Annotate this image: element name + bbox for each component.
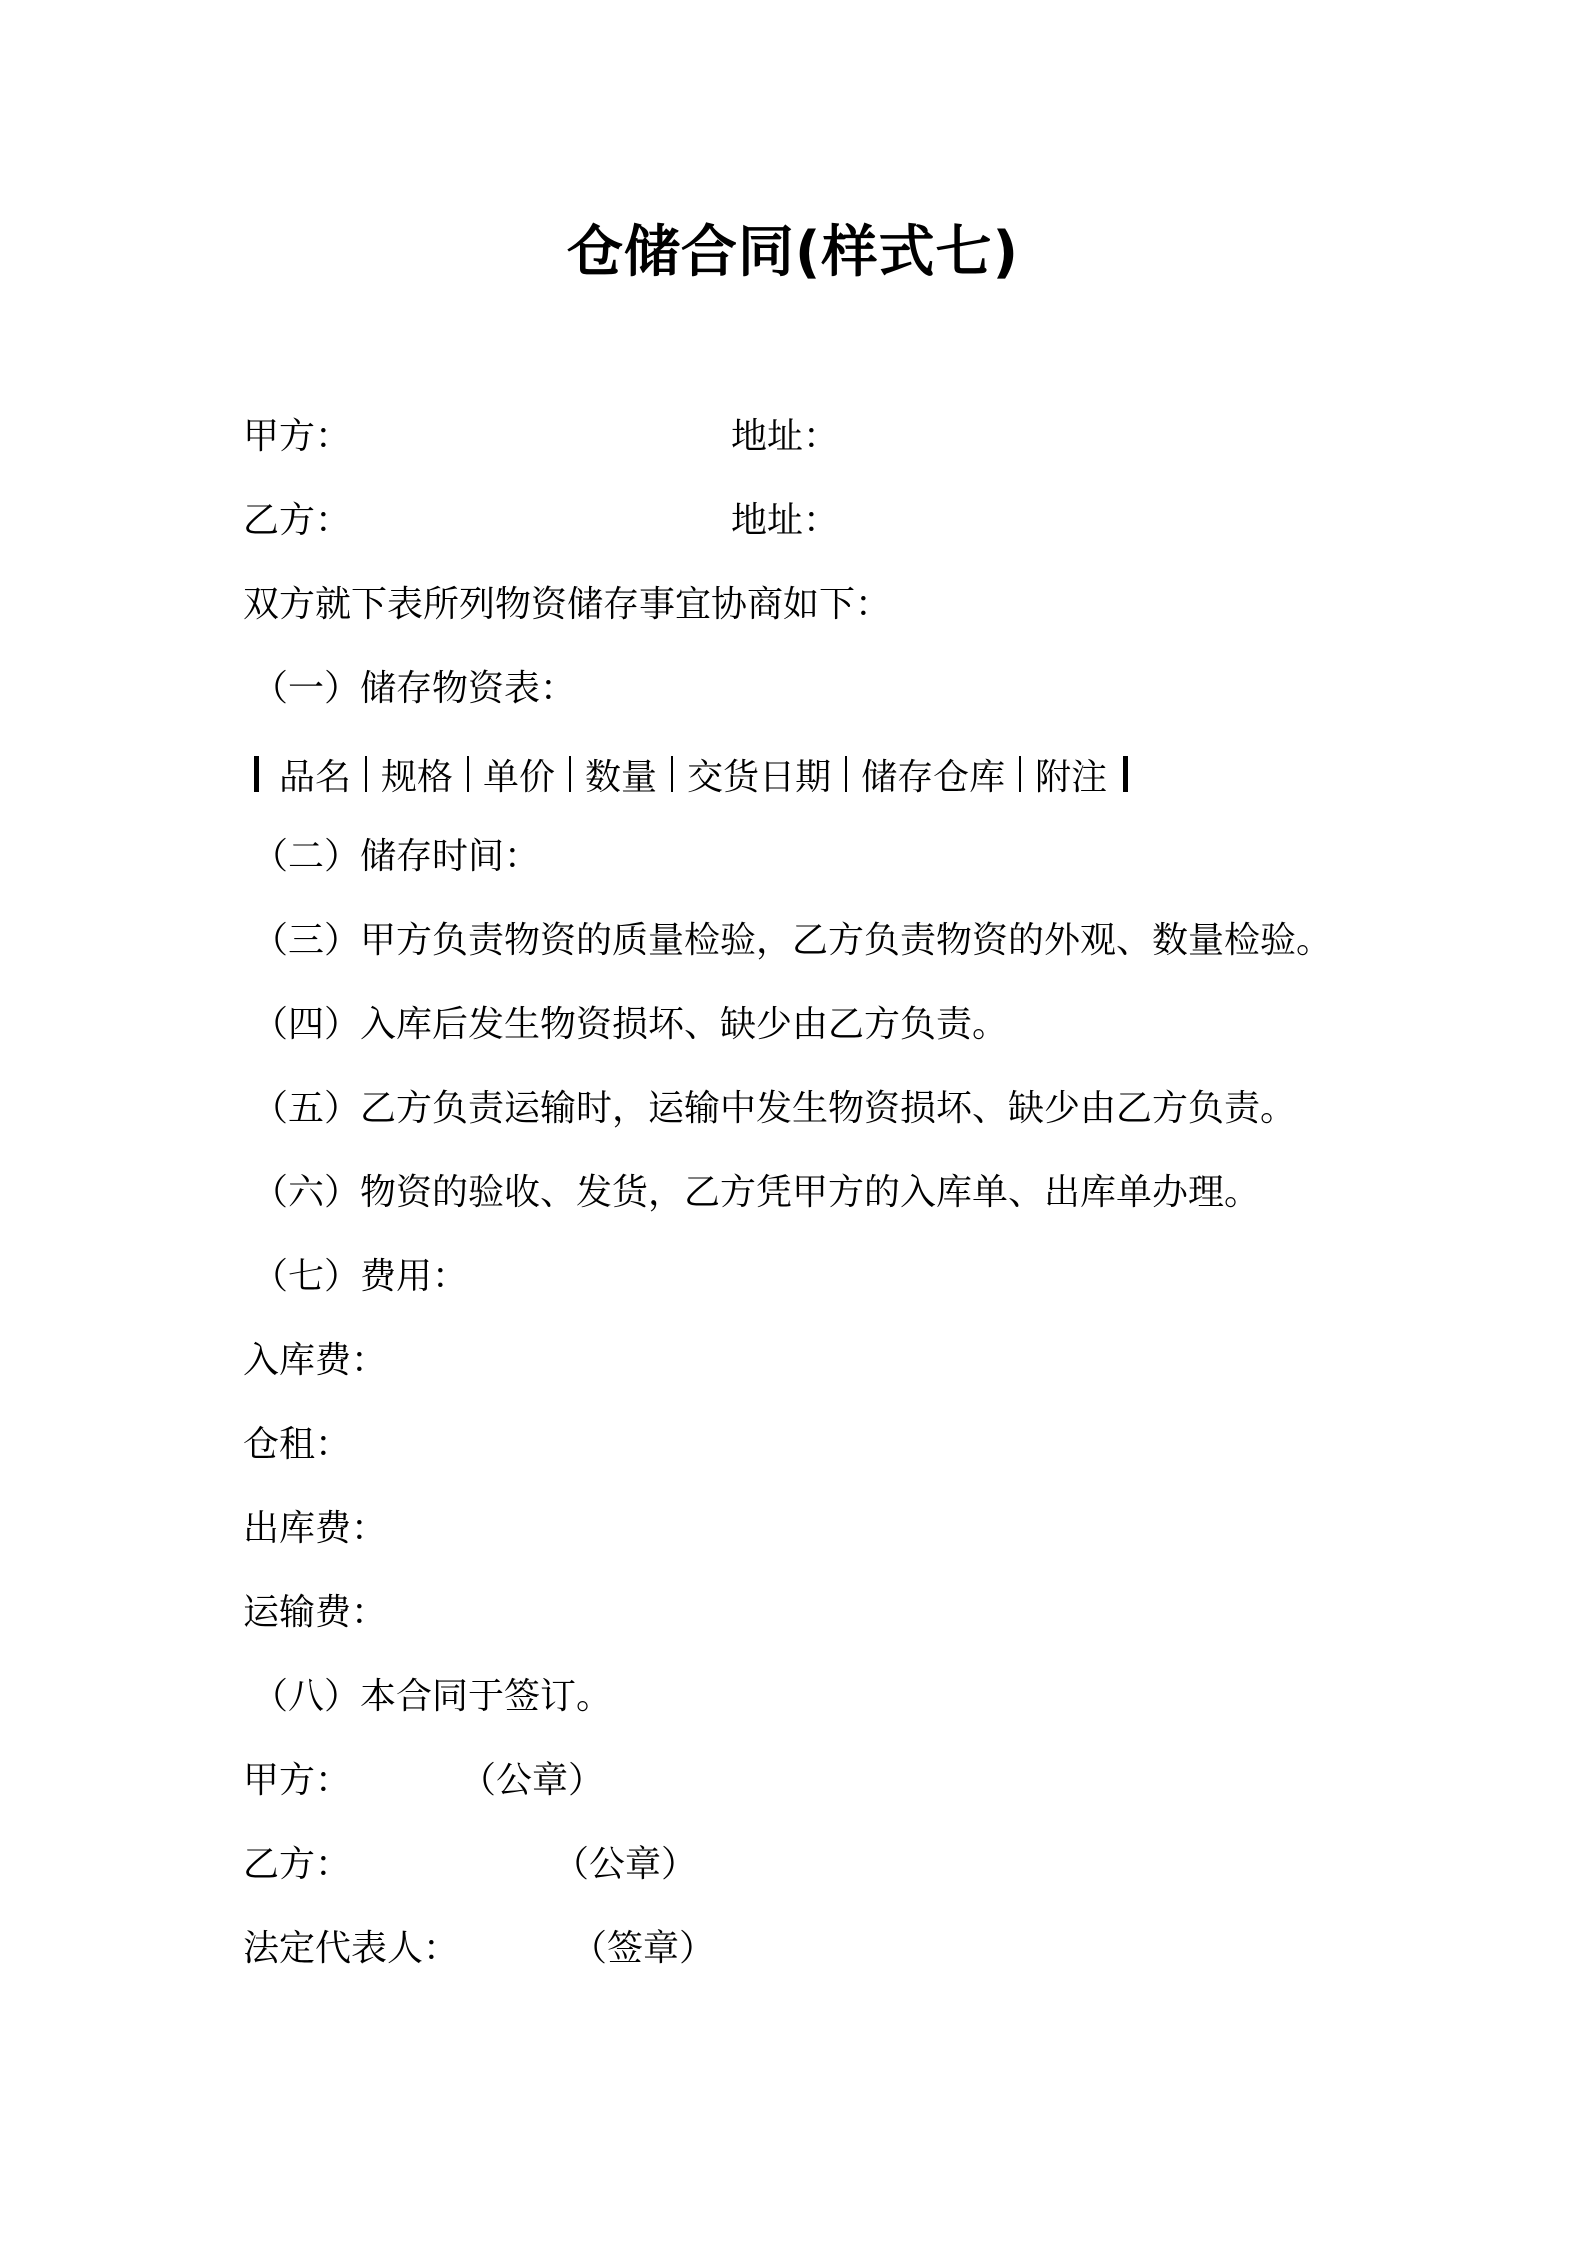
party-a-label: 甲方： (243, 416, 352, 457)
signature-party-a-label: 甲方： (243, 1760, 352, 1801)
table-col-spec: 规格 (381, 756, 454, 798)
clause-2: （二）储存时间： (252, 836, 541, 877)
fee-inbound: 入库费： (243, 1340, 388, 1381)
table-divider (569, 756, 571, 792)
party-b-label: 乙方： (243, 500, 352, 541)
fee-storage-rent: 仓租： (243, 1424, 352, 1465)
table-left-border (254, 756, 259, 792)
table-divider (845, 756, 847, 792)
table-right-border (1123, 756, 1128, 792)
table-divider (1019, 756, 1021, 792)
table-col-unit-price: 单价 (483, 756, 556, 798)
document-title: 仓储合同(样式七) (566, 220, 1020, 285)
storage-table-header (254, 749, 1128, 799)
signature-party-b-seal: （公章） (553, 1844, 698, 1885)
table-divider (365, 756, 367, 792)
party-b-address-label: 地址： (731, 500, 840, 541)
clause-8: （八）本合同于签订。 (252, 1676, 613, 1717)
clause-7: （七）费用： (252, 1256, 469, 1297)
party-a-address-label: 地址： (731, 416, 840, 457)
table-divider (467, 756, 469, 792)
clause-4: （四）入库后发生物资损坏、缺少由乙方负责。 (252, 1004, 1009, 1045)
signature-party-b-label: 乙方： (243, 1844, 352, 1885)
signature-party-a-seal: （公章） (460, 1760, 605, 1801)
clause-3: （三）甲方负责物资的质量检验，乙方负责物资的外观、数量检验。 (252, 920, 1333, 961)
table-col-notes: 附注 (1035, 756, 1108, 798)
fee-transport: 运输费： (243, 1592, 388, 1633)
table-col-warehouse: 储存仓库 (861, 756, 1006, 798)
signature-legal-rep-seal: （签章） (571, 1928, 716, 1969)
fee-outbound: 出库费： (243, 1508, 388, 1549)
table-divider (671, 756, 673, 792)
clause-5: （五）乙方负责运输时，运输中发生物资损坏、缺少由乙方负责。 (252, 1088, 1297, 1129)
clause-6: （六）物资的验收、发货，乙方凭甲方的入库单、出库单办理。 (252, 1172, 1261, 1213)
table-col-name: 品名 (279, 756, 352, 798)
signature-legal-rep-label: 法定代表人： (243, 1928, 460, 1969)
clause-1: （一）储存物资表： (252, 668, 577, 709)
table-col-delivery-date: 交货日期 (687, 756, 832, 798)
table-col-quantity: 数量 (585, 756, 658, 798)
intro-paragraph: 双方就下表所列物资储存事宜协商如下： (243, 584, 892, 625)
